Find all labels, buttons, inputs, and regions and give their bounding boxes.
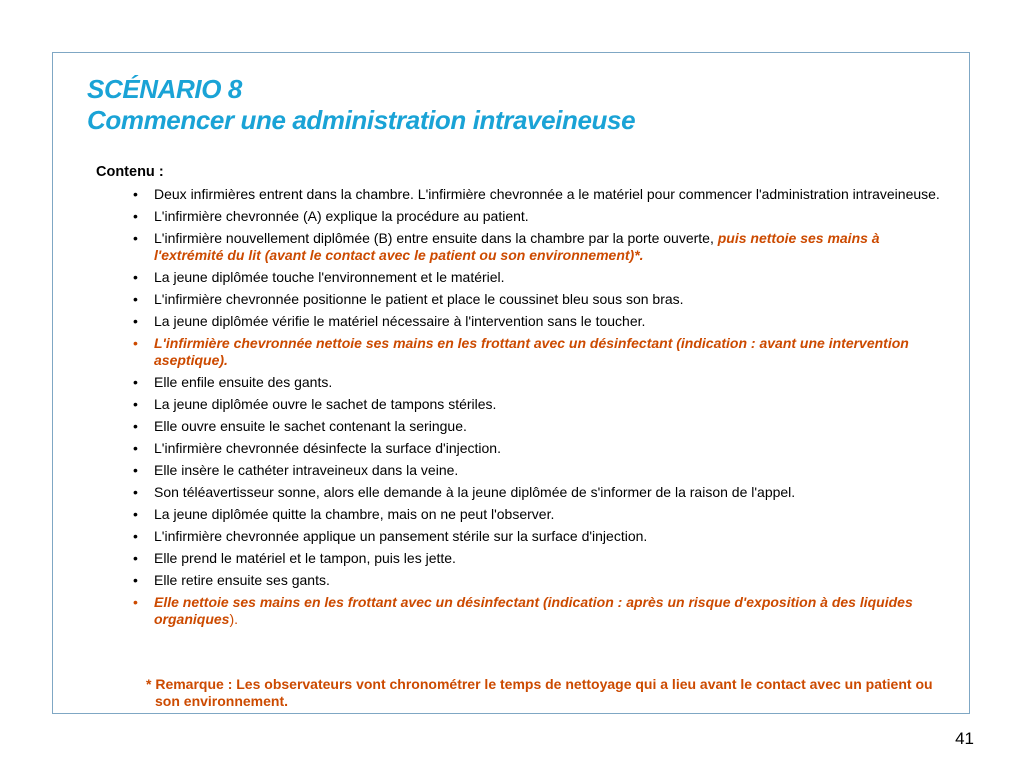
slide-title [87, 74, 635, 136]
list-item [133, 313, 945, 330]
list-item-text: L'infirmière chevronnée positionne le patient et place le coussinet bleu sous son bras. [154, 291, 684, 307]
list-item-text: Elle prend le matériel et le tampon, puis les jette. [154, 550, 456, 566]
list-item-text: Elle enfile ensuite des gants. [154, 374, 333, 390]
list-item-text: Son téléavertisseur sonne, alors elle demande à la jeune diplômée de s'informer de la raison de l'appel. [154, 484, 796, 500]
list-item-text: L'infirmière nouvellement diplômée (B) entre ensuite dans la chambre par la porte ouverte, [154, 230, 718, 246]
contenu-heading: Contenu : [96, 164, 164, 180]
list-item-emphasis: puis nettoie ses mains à l'extrémité du lit (avant le contact avec le patient ou son environnement)*. [154, 230, 880, 263]
list-item [133, 440, 945, 457]
list-item [133, 291, 945, 308]
scenario-number: SCÉNARIO 8 [87, 74, 242, 104]
list-item [133, 484, 945, 501]
list-item-text: L'infirmière chevronnée (A) explique la procédure au patient. [154, 208, 529, 224]
list-item-text: La jeune diplômée vérifie le matériel nécessaire à l'intervention sans le toucher. [154, 313, 646, 329]
list-item [133, 374, 945, 391]
list-item-text: L'infirmière chevronnée désinfecte la surface d'injection. [154, 440, 501, 456]
list-item [133, 506, 945, 523]
list-item [133, 269, 945, 286]
list-item-text: Elle ouvre ensuite le sachet contenant la seringue. [154, 418, 467, 434]
list-item-text: L'infirmière chevronnée applique un pansement stérile sur la surface d'injection. [154, 528, 648, 544]
list-item-text: La jeune diplômée ouvre le sachet de tampons stériles. [154, 396, 497, 412]
list-item-emphasis: Elle nettoie ses mains en les frottant avec un désinfectant (indication : après un risque d'exposition à des liquides organiques [154, 594, 913, 627]
list-item [133, 186, 945, 203]
list-item [133, 208, 945, 225]
scenario-steps-list [133, 186, 945, 633]
remark-note: * Remarque : Les observateurs vont chronométrer le temps de nettoyage qui a lieu avant le contact avec un patient ou son environnement. [146, 676, 933, 709]
list-item [133, 418, 945, 435]
list-item-text: La jeune diplômée quitte la chambre, mais on ne peut l'observer. [154, 506, 555, 522]
list-item [133, 528, 945, 545]
list-item-text: Elle insère le cathéter intraveineux dans la veine. [154, 462, 459, 478]
list-item [133, 462, 945, 479]
list-item-text: Elle retire ensuite ses gants. [154, 572, 330, 588]
list-item [133, 550, 945, 567]
list-item-emphasis: L'infirmière chevronnée nettoie ses mains en les frottant avec un désinfectant (indication : avant une intervention aseptique). [154, 335, 909, 368]
scenario-title: Commencer une administration intraveineuse [87, 105, 636, 135]
page-number: 41 [955, 729, 974, 748]
list-item [133, 230, 945, 264]
list-item-suffix: ). [229, 611, 239, 627]
list-item-text: La jeune diplômée touche l'environnement et le matériel. [154, 269, 505, 285]
list-item [133, 594, 945, 628]
list-item [133, 396, 945, 413]
list-item-text: Deux infirmières entrent dans la chambre. L'infirmière chevronnée a le matériel pour commencer l'administration intraveineuse. [154, 186, 940, 202]
list-item [133, 572, 945, 589]
list-item [133, 335, 945, 369]
